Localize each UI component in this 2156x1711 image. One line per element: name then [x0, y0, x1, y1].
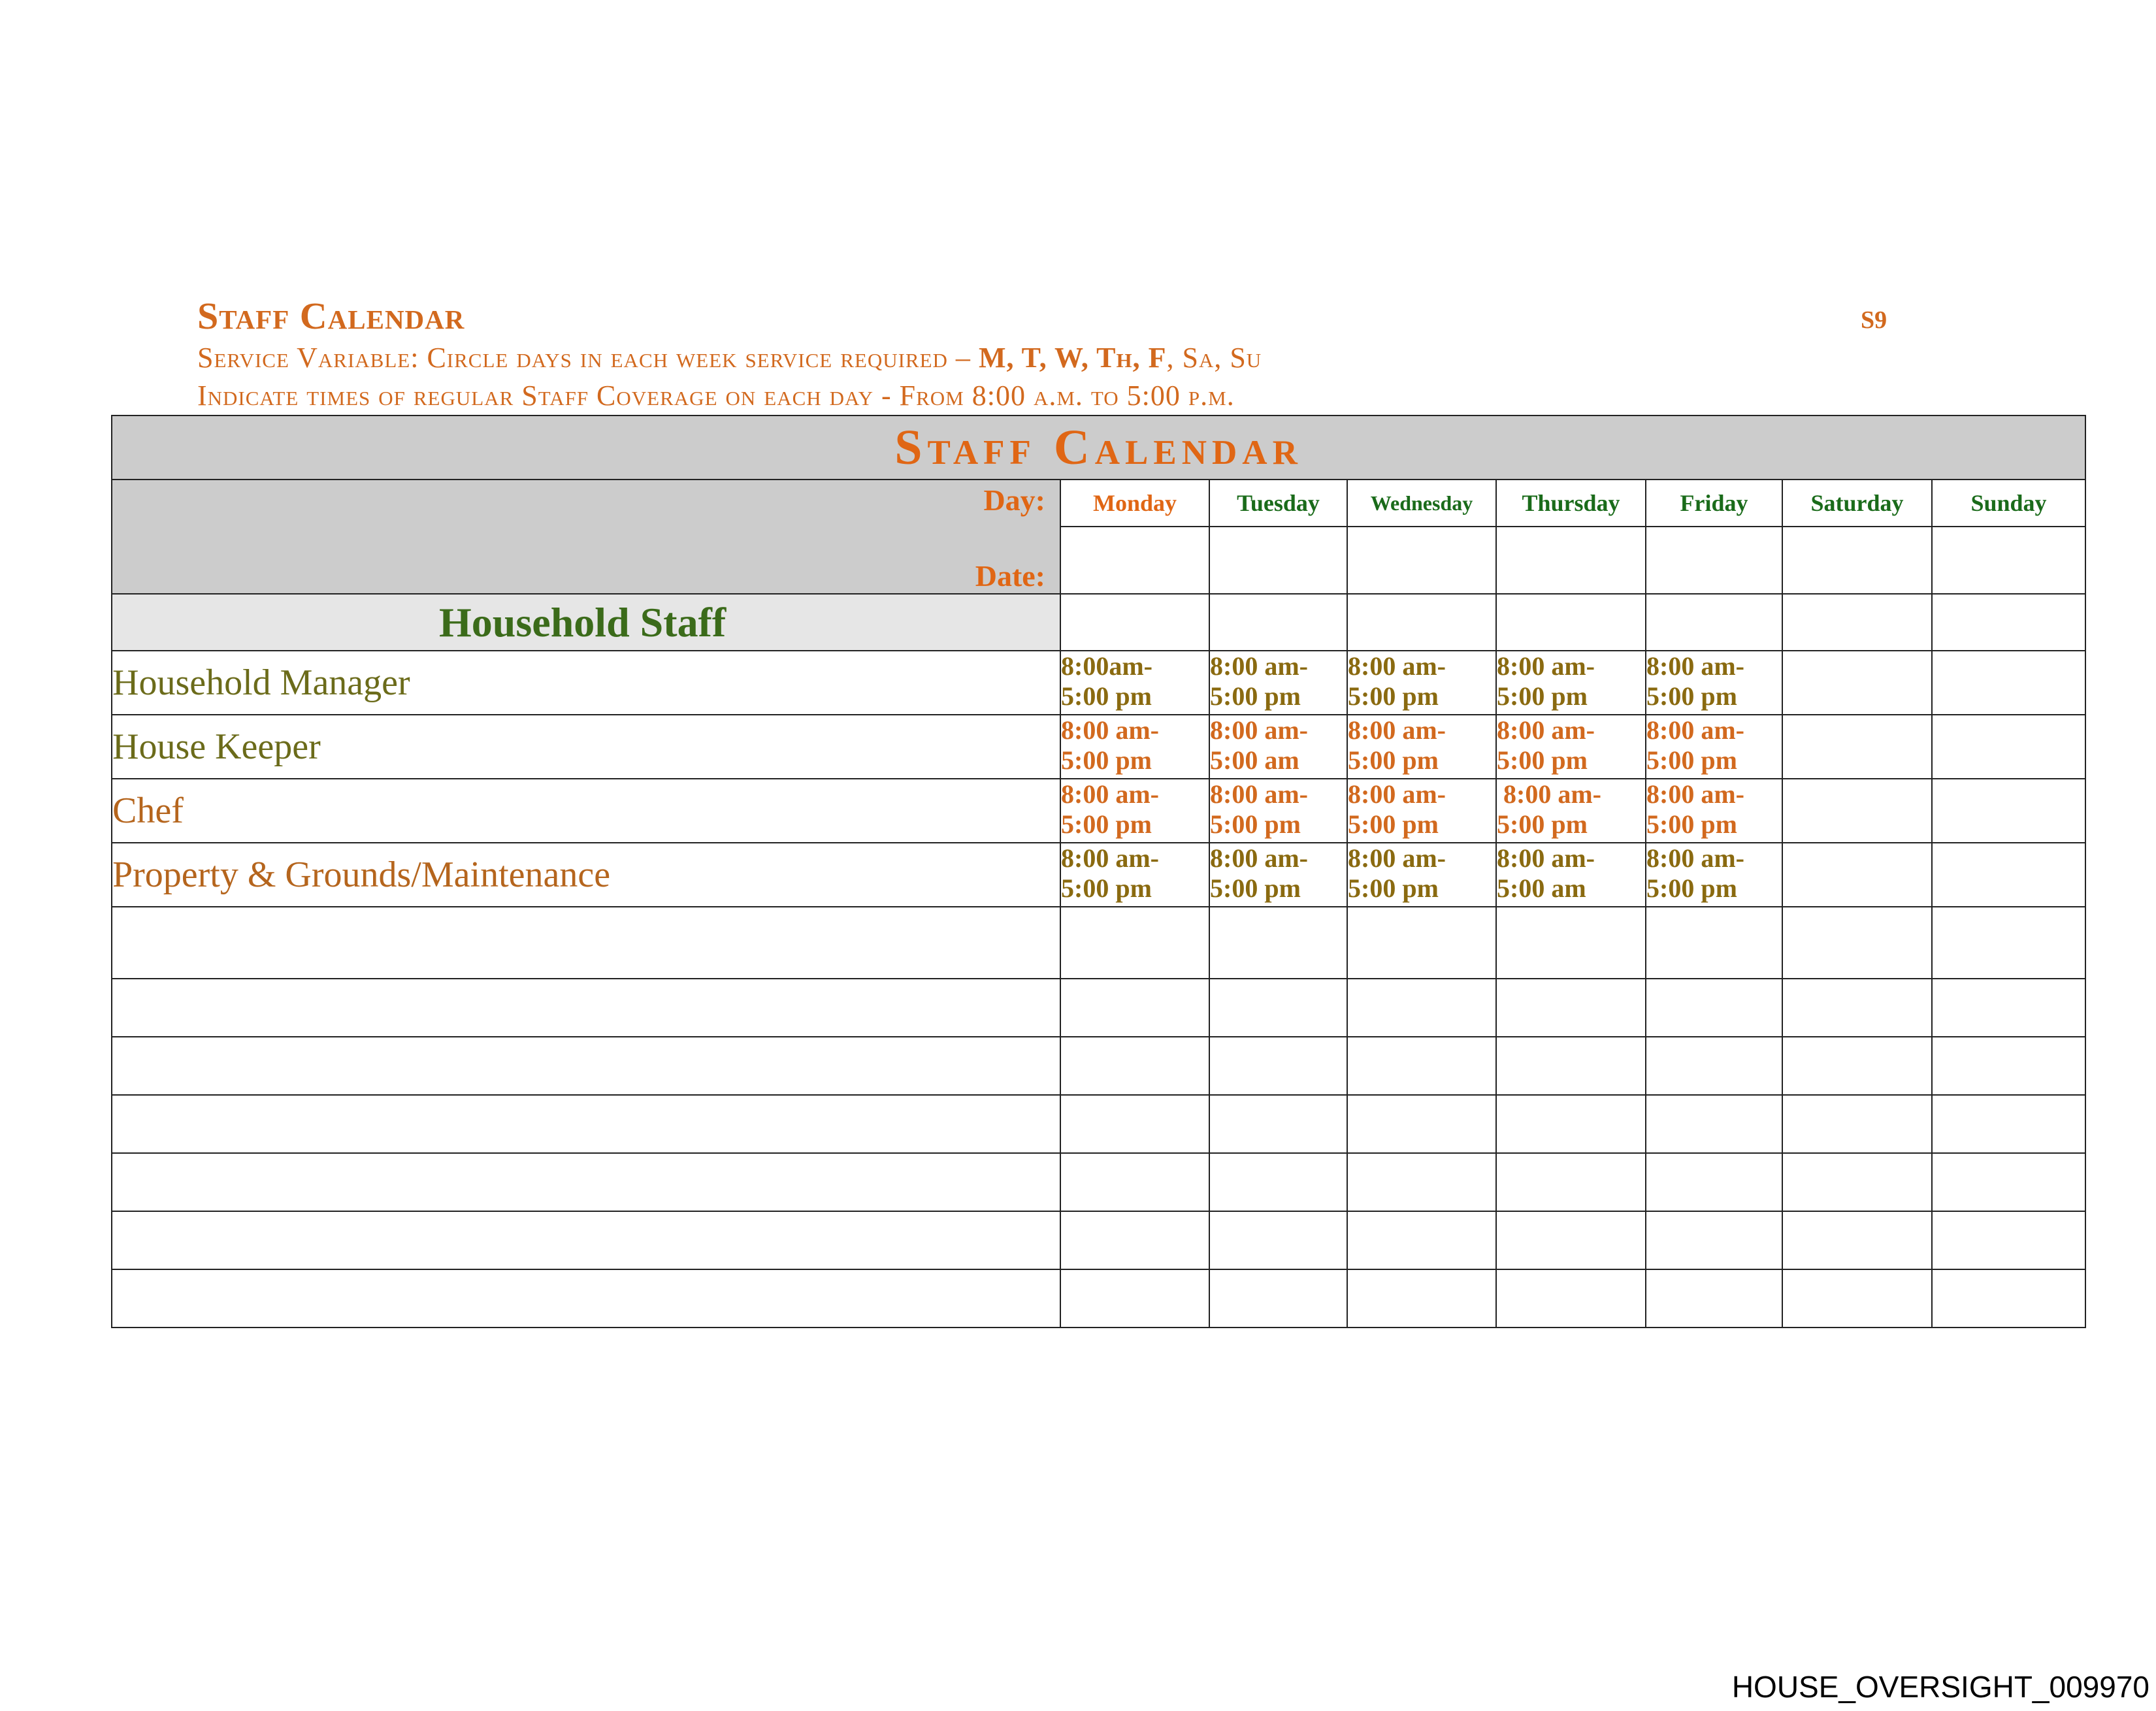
empty-cell[interactable]: [112, 1211, 1060, 1269]
empty-cell[interactable]: [1782, 1269, 1932, 1328]
empty-cell[interactable]: [1646, 979, 1782, 1037]
time-cell[interactable]: 8:00 am- 5:00 pm: [1347, 843, 1496, 907]
empty-cell[interactable]: [1496, 1095, 1646, 1153]
date-label: Date:: [975, 559, 1045, 593]
time-cell[interactable]: 8:00 am- 5:00 pm: [1347, 715, 1496, 779]
empty-cell[interactable]: [1060, 1037, 1209, 1095]
empty-cell[interactable]: [1209, 907, 1347, 979]
time-cell[interactable]: 8:00 am- 5:00 pm: [1496, 715, 1646, 779]
table-row: [112, 715, 2085, 779]
empty-cell[interactable]: [1209, 1095, 1347, 1153]
date-cell-saturday[interactable]: [1782, 527, 1932, 594]
time-cell[interactable]: [1782, 779, 1932, 843]
empty-cell[interactable]: [1060, 1211, 1209, 1269]
empty-cell[interactable]: [1209, 1211, 1347, 1269]
date-cell-friday[interactable]: [1646, 527, 1782, 594]
role-name: House Keeper: [112, 715, 1060, 779]
group-cell: [1347, 594, 1496, 651]
empty-cell[interactable]: [1496, 979, 1646, 1037]
empty-cell[interactable]: [1782, 907, 1932, 979]
day-header-thursday: Thursday: [1496, 480, 1646, 527]
empty-cell[interactable]: [1932, 1153, 2085, 1211]
empty-cell[interactable]: [1347, 1153, 1496, 1211]
empty-cell[interactable]: [1932, 1211, 2085, 1269]
empty-cell[interactable]: [112, 907, 1060, 979]
empty-row: [112, 1153, 2085, 1211]
role-name: Household Manager: [112, 651, 1060, 715]
group-cell: [1646, 594, 1782, 651]
date-cell-thursday[interactable]: [1496, 527, 1646, 594]
day-header-sunday: Sunday: [1932, 480, 2085, 527]
empty-cell[interactable]: [1496, 907, 1646, 979]
empty-cell[interactable]: [112, 979, 1060, 1037]
time-cell[interactable]: 8:00 am- 5:00 pm: [1347, 651, 1496, 715]
staff-calendar-table: [111, 415, 2086, 1328]
service-variable-rest: , Sa, Su: [1166, 342, 1262, 374]
table-row: [112, 779, 2085, 843]
empty-cell[interactable]: [1060, 1095, 1209, 1153]
empty-cell[interactable]: [1347, 1037, 1496, 1095]
service-variable-bold-days: M, T, W, Th, F: [978, 342, 1167, 374]
empty-cell[interactable]: [1209, 1153, 1347, 1211]
calendar-banner: Staff Calendar: [112, 416, 2085, 480]
empty-cell[interactable]: [1646, 1095, 1782, 1153]
role-name: Chef: [112, 779, 1060, 843]
time-cell[interactable]: [1932, 651, 2085, 715]
empty-cell[interactable]: [1932, 1269, 2085, 1328]
blank-rows: [112, 907, 2085, 1328]
page-code: S9: [1861, 306, 1887, 334]
time-cell[interactable]: 8:00 am- 5:00 pm: [1646, 779, 1782, 843]
group-cell: [1932, 594, 2085, 651]
empty-cell[interactable]: [1932, 1095, 2085, 1153]
page-title: Staff Calendar: [197, 295, 465, 337]
empty-cell[interactable]: [1932, 1037, 2085, 1095]
day-header-tuesday: Tuesday: [1209, 480, 1347, 527]
time-cell[interactable]: 8:00 am- 5:00 pm: [1496, 651, 1646, 715]
empty-row: [112, 979, 2085, 1037]
empty-cell[interactable]: [1060, 1153, 1209, 1211]
time-cell[interactable]: [1782, 651, 1932, 715]
role-rows: [112, 651, 2085, 907]
table-row: [112, 651, 2085, 715]
empty-row: [112, 1211, 2085, 1269]
empty-cell[interactable]: [112, 1037, 1060, 1095]
empty-cell[interactable]: [1496, 1211, 1646, 1269]
table-row: [112, 843, 2085, 907]
empty-cell[interactable]: [1646, 907, 1782, 979]
date-cell-monday[interactable]: [1060, 527, 1209, 594]
empty-cell[interactable]: [1782, 1095, 1932, 1153]
date-cell-sunday[interactable]: [1932, 527, 2085, 594]
service-variable-prefix: Service Variable: Circle days in each week service required –: [197, 342, 979, 374]
time-cell[interactable]: 8:00 am- 5:00 pm: [1646, 843, 1782, 907]
time-cell[interactable]: 8:00am- 5:00 pm: [1060, 651, 1209, 715]
empty-cell[interactable]: [1060, 1269, 1209, 1328]
time-cell[interactable]: [1932, 843, 2085, 907]
time-cell[interactable]: 8:00 am- 5:00 pm: [1060, 843, 1209, 907]
service-variable-line: [197, 341, 1262, 374]
empty-cell[interactable]: [1496, 1037, 1646, 1095]
empty-cell[interactable]: [112, 1095, 1060, 1153]
empty-cell[interactable]: [1646, 1269, 1782, 1328]
group-cell: [1060, 594, 1209, 651]
group-cell: [1496, 594, 1646, 651]
time-cell[interactable]: [1932, 779, 2085, 843]
empty-cell[interactable]: [1782, 979, 1932, 1037]
time-cell[interactable]: 8:00 am- 5:00 pm: [1060, 779, 1209, 843]
day-label: Day:: [983, 483, 1045, 517]
time-cell[interactable]: 8:00 am- 5:00 pm: [1646, 651, 1782, 715]
empty-cell[interactable]: [1496, 1269, 1646, 1328]
date-cell-tuesday[interactable]: [1209, 527, 1347, 594]
day-header-wednesday: Wednesday: [1347, 480, 1496, 527]
empty-cell[interactable]: [1646, 1153, 1782, 1211]
empty-cell[interactable]: [1782, 1037, 1932, 1095]
empty-cell[interactable]: [1347, 1095, 1496, 1153]
time-cell[interactable]: 8:00 am- 5:00 pm: [1347, 779, 1496, 843]
time-cell[interactable]: [1782, 715, 1932, 779]
group-cell: [1782, 594, 1932, 651]
empty-cell[interactable]: [1209, 979, 1347, 1037]
time-cell[interactable]: 8:00 am- 5:00 am: [1496, 843, 1646, 907]
time-cell[interactable]: [1932, 715, 2085, 779]
empty-cell[interactable]: [1209, 1037, 1347, 1095]
coverage-instruction-line: Indicate times of regular Staff Coverage on each day - From 8:00 a.m. to 5:00 p.m.: [197, 380, 1235, 412]
empty-cell[interactable]: [1347, 907, 1496, 979]
time-cell[interactable]: 8:00 am- 5:00 pm: [1646, 715, 1782, 779]
empty-cell[interactable]: [1932, 907, 2085, 979]
empty-row: [112, 1269, 2085, 1328]
empty-cell[interactable]: [112, 1269, 1060, 1328]
empty-cell[interactable]: [1782, 1211, 1932, 1269]
empty-row: [112, 907, 2085, 979]
time-cell[interactable]: [1782, 843, 1932, 907]
empty-cell[interactable]: [1347, 979, 1496, 1037]
role-name: Property & Grounds/Maintenance: [112, 843, 1060, 907]
group-label: Household Staff: [439, 598, 727, 645]
group-header-cell: [112, 594, 1060, 651]
group-cell: [1209, 594, 1347, 651]
empty-cell[interactable]: [1932, 979, 2085, 1037]
empty-cell[interactable]: [1060, 907, 1209, 979]
empty-cell[interactable]: [1646, 1037, 1782, 1095]
empty-cell[interactable]: [1209, 1269, 1347, 1328]
empty-cell[interactable]: [1060, 979, 1209, 1037]
empty-cell[interactable]: [1782, 1153, 1932, 1211]
empty-cell[interactable]: [1496, 1153, 1646, 1211]
time-cell[interactable]: 8:00 am- 5:00 pm: [1496, 779, 1646, 843]
day-header-friday: Friday: [1646, 480, 1782, 527]
day-header-monday: Monday: [1060, 480, 1209, 527]
empty-row: [112, 1037, 2085, 1095]
time-cell[interactable]: 8:00 am- 5:00 pm: [1209, 779, 1347, 843]
date-cell-wednesday[interactable]: [1347, 527, 1496, 594]
time-cell[interactable]: 8:00 am- 5:00 pm: [1209, 651, 1347, 715]
empty-cell[interactable]: [1347, 1211, 1496, 1269]
time-cell[interactable]: 8:00 am- 5:00 pm: [1060, 715, 1209, 779]
day-date-label-cell: [112, 480, 1060, 594]
empty-row: [112, 1095, 2085, 1153]
empty-cell[interactable]: [1347, 1269, 1496, 1328]
time-cell[interactable]: 8:00 am- 5:00 am: [1209, 715, 1347, 779]
empty-cell[interactable]: [1646, 1211, 1782, 1269]
day-header-saturday: Saturday: [1782, 480, 1932, 527]
time-cell[interactable]: 8:00 am- 5:00 pm: [1209, 843, 1347, 907]
document-id: HOUSE_OVERSIGHT_009970: [1731, 1670, 2149, 1704]
empty-cell[interactable]: [112, 1153, 1060, 1211]
